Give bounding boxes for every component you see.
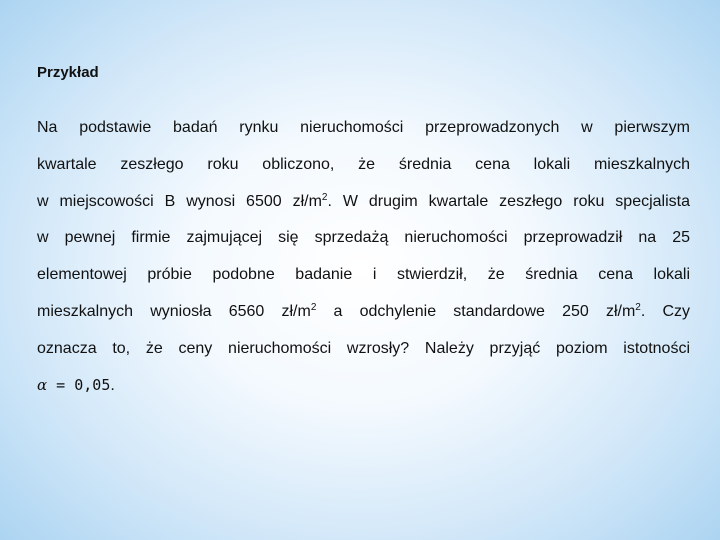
superscript-2: 2 <box>321 192 328 203</box>
text-line-3 <box>37 192 690 212</box>
text-line-3-before: w miejscowości B wynosi 6500 zł/m <box>37 193 322 210</box>
alpha-value: = 0,05 <box>47 376 111 394</box>
text-line-6 <box>37 302 690 322</box>
formula-period: . <box>110 377 115 394</box>
text-line-1: Na podstawie badań rynku nieruchomości przeprowadzonych w pierwszym <box>37 119 690 136</box>
superscript-2: 2 <box>635 302 641 313</box>
significance-formula <box>37 375 690 396</box>
slide-heading: Przykład <box>37 64 99 81</box>
alpha-symbol: α <box>37 376 48 394</box>
text-line-6-part1: mieszkalnych wyniosła 6560 zł/m <box>37 303 311 320</box>
superscript-2: 2 <box>310 302 317 313</box>
text-line-4: w pewnej firmie zajmującej się sprzedażą nieruchomości przeprowadził na 25 <box>37 229 690 246</box>
text-line-3-after: . W drugim kwartale zeszłego roku specjalista <box>327 193 690 210</box>
text-line-6-part2: a odchylenie standardowe 250 zł/m <box>316 303 636 320</box>
text-line-2: kwartale zeszłego roku obliczono, że średnia cena lokali mieszkalnych <box>37 156 690 173</box>
text-line-7: oznacza to, że ceny nieruchomości wzrosły? Należy przyjąć poziom istotności <box>37 340 690 357</box>
text-line-6-part3: . Czy <box>640 303 691 320</box>
text-line-5: elementowej próbie podobne badanie i stwierdził, że średnia cena lokali <box>37 266 690 283</box>
